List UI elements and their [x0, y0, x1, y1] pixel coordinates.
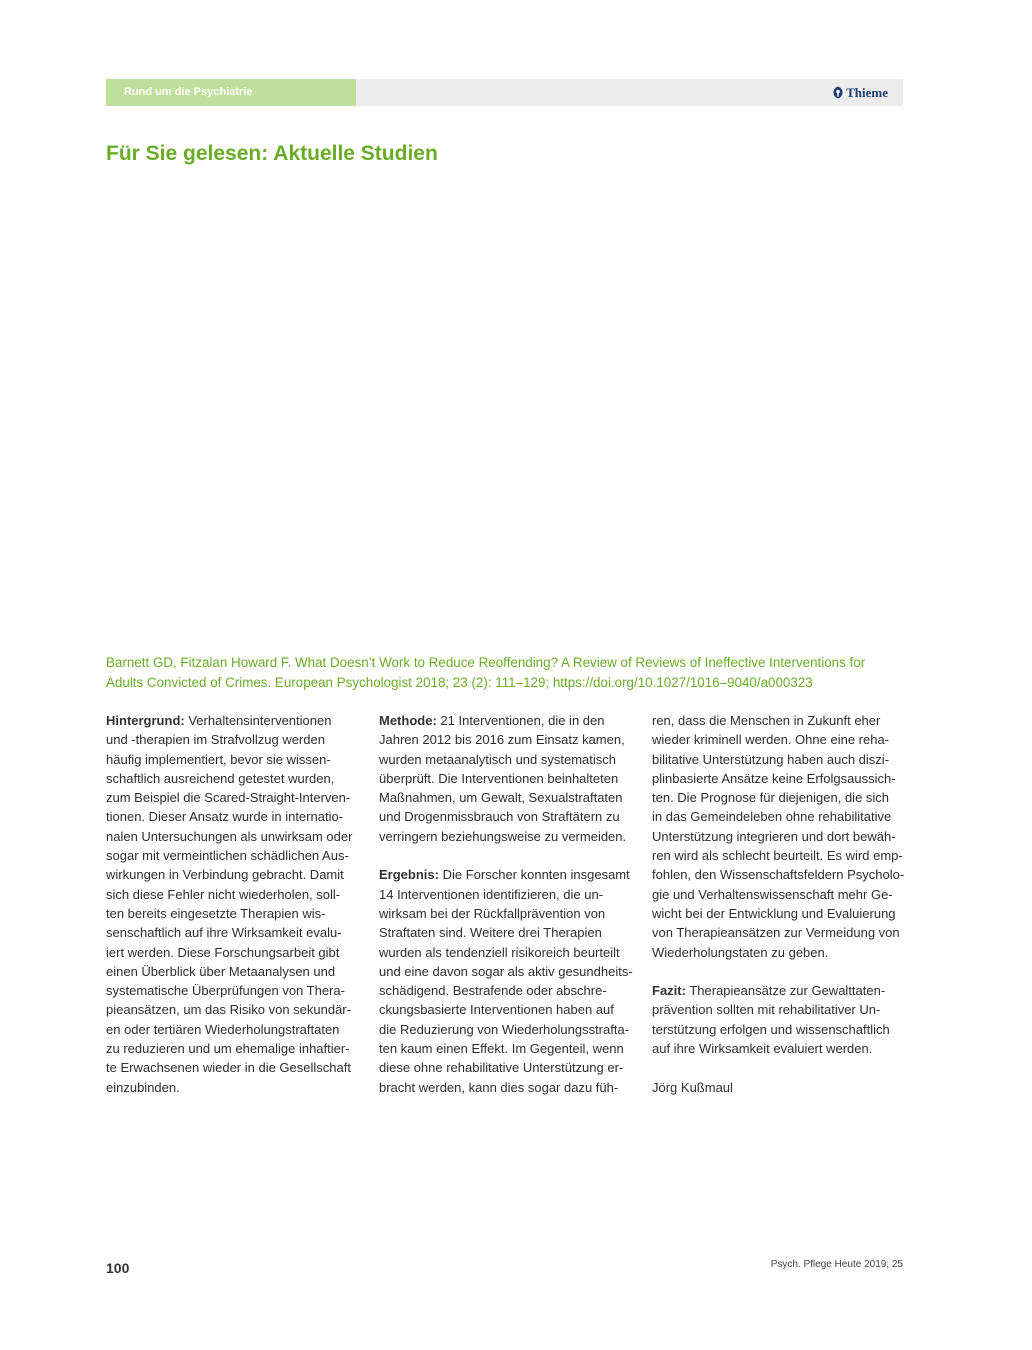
section-ergebnis-continued [652, 711, 903, 962]
text-line: in das Gemeindeleben ohne rehabilitative [652, 809, 892, 825]
text-line: ren, dass die Menschen in Zukunft eher [652, 713, 881, 728]
text-line: plinbasierte Ansätze keine Erfolgsaussich- [652, 770, 896, 786]
text-line: wirksam bei der Rückfallprävention von [379, 905, 606, 921]
label-ergebnis: Ergebnis: [379, 867, 439, 883]
text-line: Straftaten sind. Weitere drei Therapien [379, 925, 602, 941]
text-line: senschaftlich auf ihre Wirksamkeit evalu- [106, 925, 342, 941]
section-methode [379, 711, 630, 846]
page-number: 100 [106, 1260, 130, 1276]
text-line: häufig implementiert, bevor sie wissen- [106, 751, 331, 767]
text-line: systematische Überprüfungen von Thera- [106, 983, 345, 999]
text-line: ten kaum einen Effekt. Im Gegenteil, wenn [379, 1041, 624, 1057]
text-line: Maßnahmen, um Gewalt, Sexualstraftaten [379, 790, 623, 806]
text-line: Ergebnis: Die Forscher konnten insgesamt [379, 867, 630, 883]
text-line: und Drogenmissbrauch von Straftätern zu [379, 809, 620, 825]
publisher-brand [833, 79, 888, 106]
text-line: ckungsbasierte Interventionen haben auf [379, 1002, 614, 1018]
section-hintergrund [106, 711, 357, 1097]
text-line: schädigend. Bestrafende oder abschre- [379, 983, 607, 999]
text-line: wicht bei der Entwicklung und Evaluierung [652, 905, 896, 921]
text-line: und eine davon sogar als aktiv gesundheits- [379, 963, 633, 979]
label-methode: Methode: [379, 713, 437, 728]
text-line: terstützung erfolgen und wissenschaftlich [652, 1021, 890, 1037]
text-line: bilitative Unterstützung haben auch diszi- [652, 751, 890, 767]
text-line: wieder kriminell werden. Ohne eine reha- [652, 732, 890, 748]
text-line: Methode: 21 Interventionen, die in den [379, 713, 605, 728]
text-line: gie und Verhaltenswissenschaft mehr Ge- [652, 886, 893, 902]
column-3 [652, 711, 903, 1116]
section-label: Rund um die Psychiatrie [106, 79, 356, 106]
page-title: Für Sie gelesen: Aktuelle Studien [106, 142, 438, 165]
text-line: sich diese Fehler nicht wiederholen, soll- [106, 886, 341, 902]
text-line: diese ohne rehabilitative Unterstützung er- [379, 1060, 624, 1076]
text-line: te Erwachsenen wieder in die Gesellschaft [106, 1060, 351, 1076]
label-hintergrund: Hintergrund: [106, 713, 185, 728]
author-signature [652, 1078, 903, 1097]
text-line: sogar mit vermeintlichen schädlichen Aus- [106, 848, 349, 864]
text-line: pieansätzen, um das Risiko von sekundär- [106, 1002, 351, 1018]
text-line: Hintergrund: Verhaltensinterventionen [106, 713, 332, 728]
text-line: zum Beispiel die Scared-Straight-Interven- [106, 790, 351, 806]
text-line: prävention sollten mit rehabilitativer Un- [652, 1002, 881, 1018]
thieme-logo-icon [833, 86, 843, 99]
label-fazit: Fazit: [652, 983, 686, 999]
text-line: Unterstützung integrieren und dort bewäh- [652, 828, 896, 844]
text-line: und -therapien im Strafvollzug werden [106, 732, 325, 748]
text-line: nalen Untersuchungen als unwirksam oder [106, 828, 353, 844]
text-line: bracht werden, kann dies sogar dazu füh- [379, 1079, 619, 1095]
text-line: Fazit: Therapieansätze zur Gewalttaten- [652, 983, 886, 999]
column-1 [106, 711, 357, 1116]
text-line: verringern beziehungsweise zu vermeiden. [379, 828, 627, 844]
text-line: zu reduzieren und um ehemalige inhaftier- [106, 1041, 350, 1057]
text-line: einen Überblick über Metaanalysen und [106, 963, 336, 979]
text-line: ren wird als schlecht beurteilt. Es wird emp- [652, 848, 903, 864]
text-line: ten bereits eingesetzte Therapien wis- [106, 905, 326, 921]
column-2 [379, 711, 633, 1116]
text-line: wurden metaanalytisch und systematisch [379, 751, 617, 767]
text-line: wurden als tendenziell risikoreich beurteilt [379, 944, 620, 960]
section-fazit [652, 981, 903, 1058]
author-name: Jörg Kußmaul [652, 1079, 733, 1095]
publisher-name: Thieme [846, 85, 888, 100]
text-line: fohlen, den Wissenschaftsfeldern Psycholo- [652, 867, 905, 883]
text-line: 14 Interventionen identifizieren, die un- [379, 886, 604, 902]
text-line: ten. Die Prognose für diejenigen, die sich [652, 790, 890, 806]
study-citation: Barnett GD, Fitzalan Howard F. What Doesn’t Work to Reduce Reoffending? A Review of Reviews of Ineffective Interventions for Adults Convicted of Crimes. European Psychologist 2018; 23 (2): 111–129; https://doi.org/10.1027/1016–9040/a000323 [106, 655, 866, 690]
section-ergebnis [379, 865, 633, 1097]
text-line: einzubinden. [106, 1079, 180, 1095]
text-line: auf ihre Wirksamkeit evaluiert werden. [652, 1041, 873, 1057]
text-line: iert werden. Diese Forschungsarbeit gibt [106, 944, 340, 960]
text-line: die Reduzierung von Wiederholungsstrafta- [379, 1021, 630, 1037]
text-line: schaftlich ausreichend getestet wurden, [106, 770, 335, 786]
header-bar [106, 79, 903, 106]
text-line: Jahren 2012 bis 2016 zum Einsatz kamen, [379, 732, 625, 748]
text-line: überprüft. Die Interventionen beinhalteten [379, 770, 619, 786]
journal-reference: Psych. Pflege Heute 2019; 25 [770, 1259, 903, 1270]
text-line: en oder tertiären Wiederholungstraftaten [106, 1021, 340, 1037]
text-line: wirkungen in Verbindung gebracht. Damit [106, 867, 344, 883]
text-line: Wiederholungstaten zu geben. [652, 944, 829, 960]
text-line: von Therapieansätzen zur Vermeidung von [652, 925, 900, 941]
text-line: tionen. Dieser Ansatz wurde in internatio- [106, 809, 344, 825]
